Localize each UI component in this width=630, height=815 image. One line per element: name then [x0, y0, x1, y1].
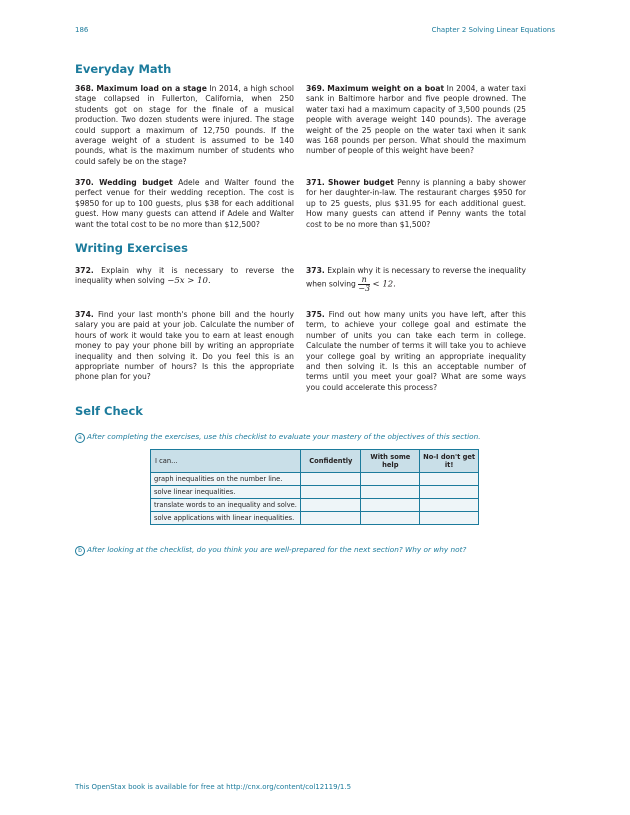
- checkbox-cell-with-some-help[interactable]: [361, 512, 420, 525]
- checkbox-cell-with-some-help[interactable]: [361, 473, 420, 486]
- fraction: [358, 276, 370, 293]
- column-header-i-can: I can...: [151, 450, 301, 473]
- exercise-372: [75, 266, 294, 287]
- objective-cell: solve applications with linear inequalities.: [151, 512, 301, 525]
- self-check-heading: Self Check: [75, 404, 143, 418]
- checkbox-cell-with-some-help[interactable]: [361, 499, 420, 512]
- exercise-text: Find out how many units you have left, after this term, to achieve your college goal and estimate the number of units you can take each term in college. Calculate the number of terms it will take you to achieve your college goal by writing an appropriate inequality and then solving it. Is this an acceptable number of terms until you meet your goal? What are some ways you could accelerate this process?: [306, 310, 526, 392]
- column-header-no-i-dont-get-it: No-I don't get it!: [420, 450, 479, 473]
- checkbox-cell-confidently[interactable]: [301, 473, 361, 486]
- exercise-375: [306, 310, 526, 393]
- everyday-math-heading: Everyday Math: [75, 62, 172, 76]
- exercise-number: 372.: [75, 266, 94, 275]
- checkbox-cell-confidently[interactable]: [301, 512, 361, 525]
- exercise-number: 369.: [306, 84, 325, 93]
- column-header-with-some-help: With some help: [361, 450, 420, 473]
- exercise-text: Find your last month's phone bill and the hourly salary you are paid at your job. Calculate the number of hours of work it would take you to earn at least enough money to pay your phone bill by writing an appropriate inequality and then solving it. Do you feel this is an appropriate number of hours? Is this the appropriate phone plan for you?: [75, 310, 294, 382]
- exercise-text: In 2014, a high school stage collapsed in Fullerton, California, when 250 students got on stage for the finale of a musical production. Two dozen students were injured. The stage could support a maximum of 12,750 pounds. If the average weight of a student is assumed to be 140 pounds, what is the maximum number of students who could safely be on the stage?: [75, 84, 294, 166]
- prompt-text: After looking at the checklist, do you think you are well-prepared for the next section? Why or why not?: [87, 545, 467, 554]
- fraction-numerator: n: [358, 276, 370, 285]
- self-check-prompt-b: [75, 545, 545, 556]
- column-header-confidently: Confidently: [301, 450, 361, 473]
- circle-a-marker: a: [75, 433, 85, 443]
- table-row: [151, 473, 479, 486]
- objective-cell: graph inequalities on the number line.: [151, 473, 301, 486]
- checkbox-cell-no-i-dont-get-it[interactable]: [420, 512, 479, 525]
- table-row: [151, 512, 479, 525]
- exercise-number: 371.: [306, 178, 325, 187]
- checkbox-cell-confidently[interactable]: [301, 499, 361, 512]
- checkbox-cell-no-i-dont-get-it[interactable]: [420, 499, 479, 512]
- objective-cell: solve linear inequalities.: [151, 486, 301, 499]
- exercise-369: [306, 84, 526, 157]
- self-check-table: [150, 449, 479, 525]
- exercise-number: 374.: [75, 310, 94, 319]
- prompt-text: After completing the exercises, use this checklist to evaluate your mastery of the objectives of this section.: [87, 432, 481, 441]
- exercise-number: 370.: [75, 178, 94, 187]
- objective-cell: translate words to an inequality and solve.: [151, 499, 301, 512]
- writing-exercises-heading: Writing Exercises: [75, 241, 188, 255]
- self-check-prompt-a: [75, 432, 545, 443]
- footer-link[interactable]: This OpenStax book is available for free at http://cnx.org/content/col12119/1.5: [75, 783, 352, 791]
- page-number: 186: [75, 26, 89, 34]
- exercise-number: 368.: [75, 84, 94, 93]
- exercise-text: Adele and Walter found the perfect venue for their wedding reception. The cost is $9850 for up to 100 guests, plus $38 for each additional guest. How many guests can attend if Adele and Walter want the total cost to be no more than $12,500?: [75, 178, 295, 229]
- table-row: [151, 499, 479, 512]
- checkbox-cell-confidently[interactable]: [301, 486, 361, 499]
- fraction-denominator: −3: [358, 284, 371, 294]
- circle-b-marker: b: [75, 546, 85, 556]
- exercise-373: [306, 266, 526, 293]
- exercise-number: 373.: [306, 266, 325, 275]
- chapter-title: Chapter 2 Solving Linear Equations: [431, 26, 555, 34]
- exercise-heading: Shower budget: [327, 178, 394, 187]
- inequality-math: −5x > 10.: [167, 276, 211, 287]
- table-header-row: [151, 450, 479, 473]
- table-row: [151, 486, 479, 499]
- exercise-374: [75, 310, 294, 383]
- inequality-math: < 12.: [372, 279, 396, 290]
- exercise-371: [306, 178, 526, 230]
- exercise-368: [75, 84, 294, 167]
- exercise-heading: Wedding budget: [99, 178, 173, 187]
- exercise-text: In 2004, a water taxi sank in Baltimore harbor and five people drowned. The water taxi had a maximum capacity of 3,500 pounds (25 people with average weight 140 pounds). The average weight of the 25 people on the water taxi when it sank was 168 pounds per person. What should the maximum number of people of this weight have been?: [306, 84, 526, 156]
- exercise-heading: Maximum weight on a boat: [327, 84, 445, 93]
- exercise-text: Penny is planning a baby shower for her daughter-in-law. The restaurant charges $950 for up to 25 guests, plus $31.95 for each additional guest. How many guests can attend if Penny wants the total cost to be no more than $1,500?: [306, 178, 527, 229]
- exercise-text: Explain why it is necessary to reverse the inequality when solving: [75, 266, 294, 286]
- exercise-heading: Maximum load on a stage: [96, 84, 207, 93]
- checkbox-cell-no-i-dont-get-it[interactable]: [420, 486, 479, 499]
- exercise-number: 375.: [306, 310, 325, 319]
- checkbox-cell-no-i-dont-get-it[interactable]: [420, 473, 479, 486]
- exercise-370: [75, 178, 294, 230]
- checkbox-cell-with-some-help[interactable]: [361, 486, 420, 499]
- exercise-text: Explain why it is necessary to reverse the inequality when solving: [306, 266, 526, 289]
